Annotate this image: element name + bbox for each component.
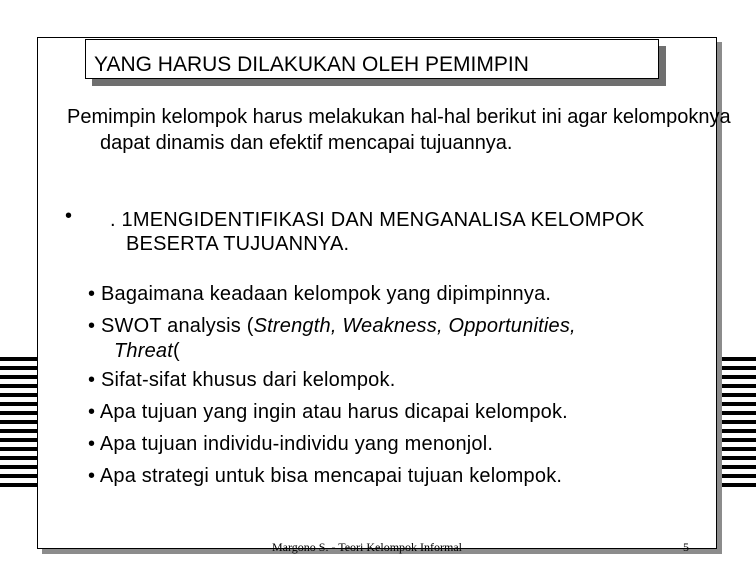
swot-prefix: • SWOT analysis ( bbox=[88, 315, 254, 337]
sub-point-item: • Apa tujuan individu-individu yang menonjol. bbox=[88, 433, 494, 455]
sub-point-list bbox=[88, 278, 718, 492]
right-stripe-decoration bbox=[716, 357, 756, 493]
slide-title: YANG HARUS DILAKUKAN OLEH PEMIMPIN bbox=[94, 53, 529, 76]
page-number: 5 bbox=[683, 540, 689, 554]
point-bullet: • bbox=[65, 205, 73, 227]
swot-tail: ( bbox=[173, 340, 180, 362]
slide-footer: Margono S. - Teori Kelompok Informal bbox=[272, 540, 463, 554]
swot-continuation bbox=[108, 338, 718, 364]
sub-point-item-swot bbox=[88, 310, 718, 364]
sub-point-item: • Sifat-sifat khusus dari kelompok. bbox=[88, 369, 396, 391]
swot-threat: Threat bbox=[114, 340, 174, 362]
sub-point-item: • Apa tujuan yang ingin atau harus dicapai kelompok. bbox=[88, 401, 568, 423]
main-point: . 1MENGIDENTIFIKASI DAN MENGANALISA KELOMPOK BESERTA TUJUANNYA. bbox=[110, 209, 645, 255]
swot-italic: Strength, Weakness, Opportunities, bbox=[253, 315, 576, 337]
intro-paragraph: Pemimpin kelompok harus melakukan hal-hal berikut ini agar kelompoknya dapat dinamis dan efektif mencapai tujuannya. bbox=[67, 106, 731, 154]
sub-point-item: • Bagaimana keadaan kelompok yang dipimpinnya. bbox=[88, 283, 552, 305]
left-stripe-decoration bbox=[0, 357, 40, 493]
sub-point-item: • Apa strategi untuk bisa mencapai tujuan kelompok. bbox=[88, 465, 563, 487]
